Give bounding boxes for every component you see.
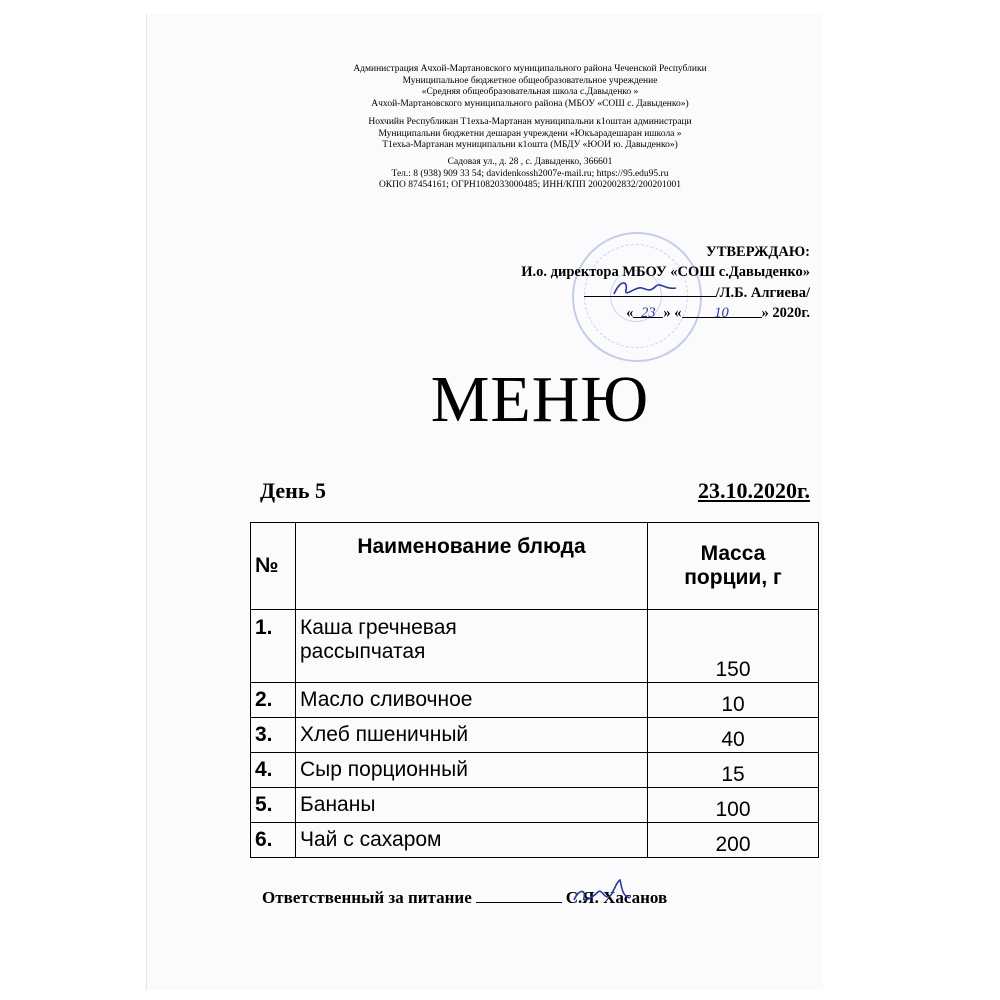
mass-header-line: порции, г (684, 566, 782, 589)
page-title: МЕНЮ (430, 363, 650, 436)
header-line: Ачхой-Мартановского муниципального района (МБОУ «СОШ с. Давыденко») (371, 98, 689, 109)
header-line: Муниципальное бюджетное общеобразовательное учреждение (402, 75, 658, 86)
table-row (251, 718, 819, 753)
date-quote-open: « (626, 305, 634, 321)
row-number: 4. (251, 753, 296, 788)
dish-name: Хлеб пшеничный (296, 718, 648, 753)
approval-day: 23 (633, 303, 663, 318)
approval-title: УТВЕРЖДАЮ: (706, 244, 810, 260)
mass-header-line: Масса (700, 542, 766, 565)
approval-date-row (521, 303, 810, 323)
menu-date: 23.10.2020г. (697, 478, 810, 503)
dish-name: Бананы (296, 788, 648, 823)
dish-mass: 150 (648, 610, 819, 683)
day-label: День 5 (260, 478, 326, 503)
approval-month: 10 (682, 303, 762, 318)
table-row (251, 788, 819, 823)
row-number: 2. (251, 683, 296, 718)
responsible-signature-line (476, 888, 562, 903)
table-row (251, 610, 819, 683)
dish-mass: 100 (648, 788, 819, 823)
responsible-label: Ответственный за питание (262, 888, 472, 907)
dish-mass: 10 (648, 683, 819, 718)
header-line: Т1ехьа-Мартанан муниципальни к1ошта (МБДУ «ЮОИ ю. Давыденко») (382, 140, 678, 150)
dish-name: Масло сливочное (296, 683, 648, 718)
approval-position: И.о. директора МБОУ «СОШ с.Давыденко» (521, 264, 810, 280)
column-header-name: Наименование блюда (296, 523, 648, 610)
dish-name-line: рассыпчатая (300, 640, 426, 663)
address-line: Садовая ул., д. 28 , с. Давыденко, 366601 (447, 157, 613, 167)
contact-line: Тел.: 8 (938) 909 33 54; davidenkossh2007e-mail.ru; https://95.edu95.ru (391, 168, 669, 179)
row-number: 1. (251, 610, 296, 683)
dish-name-line: Каша гречневая (300, 616, 457, 639)
date-quote-mid: » « (663, 305, 682, 321)
header-line: Муниципальни бюджетни дешаран учреждени «Юкъарадешаран ишкола » (378, 128, 682, 139)
column-header-number: № (251, 523, 296, 610)
director-signature (610, 278, 682, 300)
table-header-row (251, 523, 819, 610)
dish-name: Чай с сахаром (296, 823, 648, 858)
dish-name (296, 610, 648, 683)
header-line: «Средняя общеобразовательная школа с.Давыденко » (421, 87, 639, 97)
dish-name: Сыр порционный (296, 753, 648, 788)
header-chechen (340, 117, 720, 152)
header-line: Нохчийн Республикан Т1ехьа-Мартанан муниципальни к1оштан администраци (368, 117, 692, 127)
approval-year: » 2020г. (761, 305, 810, 321)
header-line: Администрация Ачхой-Мартановского муниципального района Чеченской Республики (353, 64, 707, 74)
dish-mass: 200 (648, 823, 819, 858)
registry-line: ОКПО 87454161; ОГРН1082033000485; ИНН/КПП 2002002832/200201001 (378, 180, 682, 190)
dish-mass: 40 (648, 718, 819, 753)
menu-table (250, 522, 819, 858)
responsible-name: С.Я. Хасанов (565, 888, 668, 907)
row-number: 6. (251, 823, 296, 858)
responsible-signature (570, 878, 634, 906)
dish-mass: 15 (648, 753, 819, 788)
column-header-mass (648, 523, 819, 610)
row-number: 3. (251, 718, 296, 753)
table-row (251, 683, 819, 718)
header-russian (340, 64, 720, 110)
header-contacts (340, 157, 720, 192)
approval-signer: /Л.Б. Алгиева/ (715, 285, 810, 301)
table-row (251, 753, 819, 788)
row-number: 5. (251, 788, 296, 823)
table-row (251, 823, 819, 858)
